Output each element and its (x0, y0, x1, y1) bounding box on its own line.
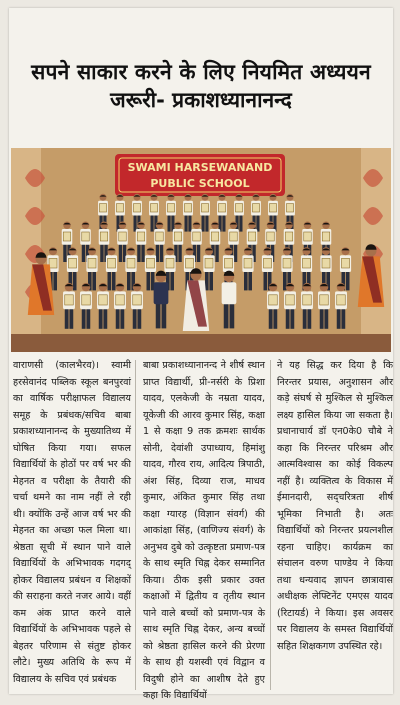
column-rule (270, 360, 271, 690)
banner-line-2: PUBLIC SCHOOL (150, 177, 250, 190)
banner-line-1: SWAMI HARSEWANAND (127, 161, 273, 174)
headline-line-2: जरूरी- प्रकाशध्यानानन्द (110, 88, 292, 112)
article-column-2: बाबा प्रकाशध्यानानन्द ने शीर्ष स्थान प्राप्त विद्यार्थी, प्री-नर्सरी के प्रिशा यादव, एलकेजी के नम्रता यादव, यूकेजी की आरव कुमार सिंह, कक्षा 1 से कक्षा 9 तक क्रमशः सार्थक सोनी, देवांशी उपाध्याय, हिमांशु यादव, गौरव राय, आदित्य त्रिपाठी, अंश सिंह, दिव्या राज, माधव कुमार, अंकित कुमार सिंह तथा कक्षा ग्यारह (विज्ञान संवर्ग) की आकांक्षा सिंह, (वाणिज्य संवर्ग) के अनुभव दुबे को उत्कृष्टता प्रमाण-पत्र के साथ स्मृति चिह्न देकर सम्मानित किया। ठीक इसी प्रकार उक्त कक्षाओं में द्वितीय व तृतीय स्थान पाने वाले बच्चों को प्रमाण-पत्र के साथ स्मृति चिह्न देकर, अन्य बच्चों को श्रेष्ठता हासिल करने की प्रेरणा के साथ ही यशस्वी एवं विद्वान व विदुषी होने का आशीष देते हुए कहा कि विद्यार्थियों (143, 360, 265, 701)
newspaper-clipping (9, 8, 393, 701)
article-column-3: ने यह सिद्ध कर दिया है कि निरन्तर प्रयास, अनुशासन और कड़े संघर्ष से मुश्किल से मुश्किल लक्ष्य हासिल किया जा सकता है। प्रधानाचार्य डॉ एन0के0 चौबे ने कहा कि निरन्तर परिश्रम और आत्मविश्वास का कोई विकल्प नहीं है। व्यक्तित्व के विकास में ईमानदारी, सद्चरित्रता शीर्ष भूमिका निभाती है। अतः विद्यार्थियों को निरन्तर प्रयत्नशील रहना चाहिए। कार्यक्रम का संचालन वरुण पाण्डेय ने किया तथा धन्यवाद ज्ञापन छात्रावास अधीक्षक लेफ्टिनेंट एमएस यादव (रिटायर्ड) ने किया। इस अवसर पर विद्यालय के समस्त विद्यार्थियों सहित शिक्षकगण उपस्थित रहे। (277, 360, 393, 652)
headline-line-1: सपने साकार करने के लिए नियमित अध्ययन (31, 60, 371, 84)
article-column-1: वाराणसी (कालभैरव)। स्वामी हरसेवानंद पब्लिक स्कूल बनपुरवां का वार्षिक परीक्षाफल विद्यालय समूह के प्रबंधक/सचिव बाबा प्रकाशध्यानानन्द के मुख्यातिथ्य में घोषित किया गया। सफल विद्यार्थियों के होठों पर वर्ष भर की मेहनत व परीक्षा के तैयारी की चर्चा थमने का नाम नहीं ले रही थी। क्योंकि उन्हें आज वर्ष भर की मेहनत का अच्छा फल मिला था। श्रेष्ठता सूची में स्थान पाने वाले विद्यार्थियों के अभिभावक गदगद् होकर विद्यालय प्रबंधन व शिक्षकों की सराहना करते नजर आये। वहीं कम अंक प्राप्त करने वाले विद्यार्थियों के अभिभावक पहले से बेहतर परिणाम से संतुष्ट होकर लौटे। मुख्य अतिथि के रूप में विद्यालय के सचिव एवं प्रबंधक (13, 360, 131, 685)
group-photo (11, 148, 391, 352)
column-rule (135, 360, 136, 690)
